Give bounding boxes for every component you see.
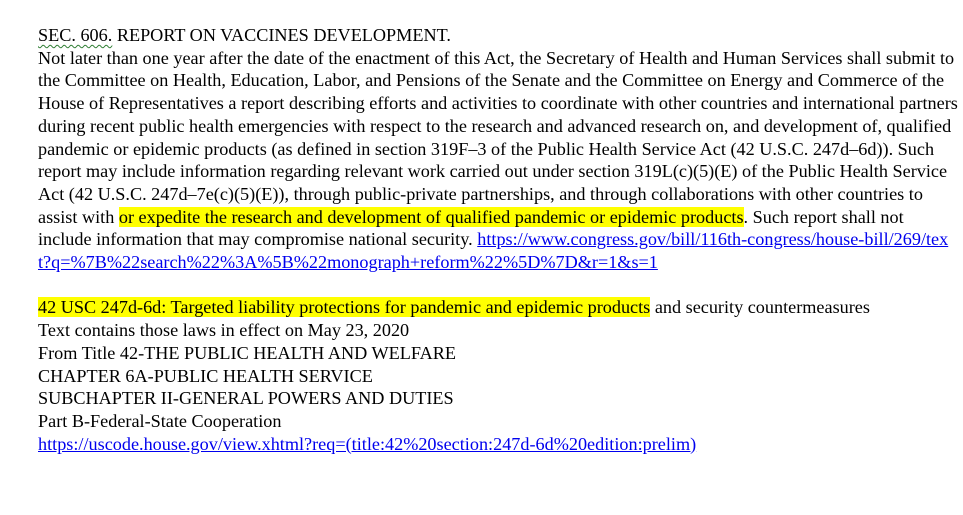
usc-section-paragraph (38, 296, 960, 455)
paragraph-gap (38, 274, 960, 297)
document-body (38, 24, 960, 455)
section-label: SEC. 606. (38, 25, 113, 45)
section-heading (38, 25, 451, 45)
uscode-link[interactable]: https://uscode.house.gov/view.xhtml?req=(title:42%20section:247d-6d%20edition:prelim) (38, 433, 697, 454)
section-body-text: Not later than one year after the date of the enactment of this Act, the Secretary of Health and Human Services shall submit to the Committee on Health, Education, Labor, and Pensions of the Senate and the Committee on Energy and Commerce of the House of Representatives a report describing efforts and activities to coordinate with other countries and international partners during recent public health emergencies with respect to the research and advanced research on, and development of, qualified pandemic or epidemic products (as defined in section 319F–3 of the Public Health Service Act (42 U.S.C. 247d–6d)). Such report may include information regarding relevant work carried out under section 319L(c)(5)(E) of the Public Health Service Act (42 U.S.C. 247d–7e(c)(5)(E)), through public-private partnerships, and through collaborations with other countries to assist with (38, 47, 958, 227)
section-606-paragraph (38, 24, 960, 274)
usc-title-rest: and security countermeasures (650, 297, 870, 318)
section-body-text-continued: . Such report shall not include information that may compromise national security. (38, 206, 904, 250)
congress-bill-link[interactable]: https://www.congress.gov/bill/116th-congress/house-bill/269/text?q=%7B%22search%22%3A%5B%22monograph+reform%22%5D%7D&r=1&s=1 (38, 229, 949, 273)
section-title: REPORT ON VACCINES DEVELOPMENT. (116, 25, 451, 45)
usc-line: Text contains those laws in effect on May 23, 2020 (38, 320, 410, 341)
highlighted-text: or expedite the research and development of qualified pandemic or epidemic products (118, 206, 744, 227)
usc-title-highlight: 42 USC 247d-6d: Targeted liability protections for pandemic and epidemic products (38, 297, 651, 318)
usc-line: From Title 42-THE PUBLIC HEALTH AND WELFARE (38, 342, 456, 363)
usc-line: CHAPTER 6A-PUBLIC HEALTH SERVICE (38, 365, 373, 386)
usc-line: Part B-Federal-State Cooperation (38, 410, 282, 431)
usc-line: SUBCHAPTER II-GENERAL POWERS AND DUTIES (38, 388, 454, 409)
